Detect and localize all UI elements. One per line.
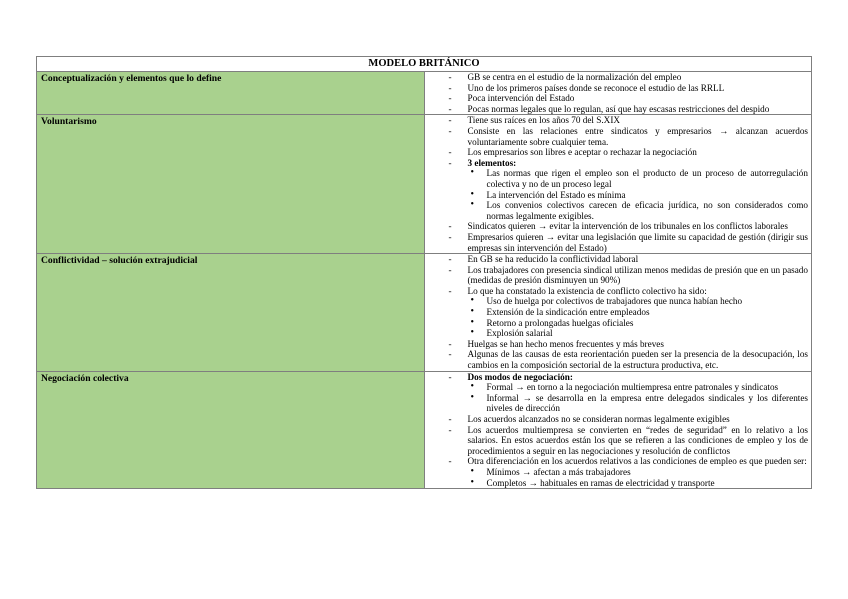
dash-item	[425, 254, 809, 265]
dash-item	[425, 147, 809, 158]
dash-item	[425, 414, 809, 425]
dash-item	[425, 286, 809, 339]
dash-item	[425, 93, 809, 104]
dash-item-text: 3 elementos:	[467, 157, 517, 168]
dash-item-text: Uno de los primeros países donde se reconoce el estudio de las RRLL	[467, 82, 725, 93]
bullet-item: • Uso de huelga por colectivos de trabajadores que nunca habían hecho	[468, 296, 809, 307]
dash-item	[425, 126, 809, 147]
bullet-item: • Completos → habituales en ramas de electricidad y transporte	[468, 478, 809, 489]
section-content	[424, 72, 812, 115]
dash-item-text: Empresarios quieren → evitar una legislación que limite su capacidad de gestión (dirigir sus empresas sin intervención del Estado)	[467, 231, 808, 253]
document-table	[36, 56, 812, 489]
dash-item-text: Sindicatos quieren → evitar la intervención de los tribunales en los conflictos laborales	[467, 221, 788, 232]
dash-item	[425, 265, 809, 286]
section-row-conceptualizacion	[37, 72, 812, 115]
section-label: Negociación colectiva	[37, 371, 425, 489]
bullet-list	[468, 467, 809, 488]
dash-item-text: Los acuerdos multiempresa se convierten en “redes de seguridad” en lo relativo a los salarios. En estos acuerdos están los que se refieren a las condiciones de empleo y los de procedimientos a seguir en las negociaciones y resolución de conflictos	[467, 424, 808, 456]
dash-item	[425, 232, 809, 253]
dash-item-text: Pocas normas legales que lo regulan, así que hay escasas restricciones del despido	[467, 103, 770, 114]
dash-item-text: Los acuerdos alcanzados no se consideran normas legalmente exigibles	[467, 414, 730, 424]
dash-item	[425, 372, 809, 414]
bullet-item: • La intervención del Estado es mínima	[468, 190, 809, 201]
section-label: Conflictividad – solución extrajudicial	[37, 254, 425, 372]
section-row-conflictividad	[37, 254, 812, 372]
dash-item-text: Lo que ha constatado la existencia de conflicto colectivo ha sido:	[467, 285, 707, 296]
dash-item-text: Otra diferenciación en los acuerdos relativos a las condiciones de empleo es que pueden ser:	[467, 456, 807, 467]
dash-item-text: Algunas de las causas de esta reorientación pueden ser la presencia de la desocupación, los cambios en la composición sectorial de la estructura productiva, etc.	[467, 349, 808, 371]
dash-item	[425, 349, 809, 370]
bullet-item: • Los convenios colectivos carecen de eficacia jurídica, no son considerados como normas legalmente exigibles.	[468, 200, 809, 221]
bullet-item: • Extensión de la sindicación entre empleados	[468, 307, 809, 318]
bullet-list	[468, 296, 809, 338]
dash-item-text: Tiene sus raíces en los años 70 del S.XIX	[467, 115, 621, 126]
section-item-list	[425, 72, 809, 114]
dash-item	[425, 115, 809, 126]
bullet-item: • Formal → en torno a la negociación multiempresa entre patronales y sindicatos	[468, 382, 809, 393]
bullet-list	[468, 382, 809, 414]
dash-item-text: Los trabajadores con presencia sindical utilizan menos medidas de presión que en un pasado (medidas de presión disminuyen un 90%)	[467, 264, 808, 286]
section-content	[424, 254, 812, 372]
section-content	[424, 371, 812, 489]
dash-item-text: Poca intervención del Estado	[467, 93, 575, 104]
dash-item-text: Dos modos de negociación:	[467, 371, 573, 382]
dash-item	[425, 456, 809, 488]
title-row	[37, 57, 812, 72]
dash-item	[425, 83, 809, 94]
dash-item	[425, 72, 809, 83]
section-row-voluntarismo	[37, 115, 812, 254]
dash-item-text: Consiste en las relaciones entre sindicatos y empresarios → alcanzan acuerdos voluntariamente sobre cualquier tema.	[467, 125, 808, 147]
table-title: MODELO BRITÁNICO	[37, 57, 812, 72]
bullet-item: • Las normas que rigen el empleo son el producto de un proceso de autorregulación colectiva y no de un proceso legal	[468, 168, 809, 189]
section-item-list	[425, 254, 809, 371]
section-row-negociacion	[37, 371, 812, 489]
dash-item	[425, 425, 809, 457]
bullet-item: • Informal → se desarrolla en la empresa entre delegados sindicales y los diferentes niveles de dirección	[468, 393, 809, 414]
dash-item-text: Los empresarios son libres e aceptar o rechazar la negociación	[467, 147, 697, 158]
section-item-list	[425, 372, 809, 489]
dash-item-text: Huelgas se han hecho menos frecuentes y más breves	[467, 338, 664, 349]
section-label: Voluntarismo	[37, 115, 425, 254]
bullet-item: • Retorno a prolongadas huelgas oficiales	[468, 318, 809, 329]
dash-item	[425, 221, 809, 232]
section-item-list	[425, 115, 809, 253]
bullet-item: • Mínimos → afectan a más trabajadores	[468, 467, 809, 478]
dash-item-text: En GB se ha reducido la conflictividad laboral	[467, 254, 639, 265]
section-label: Conceptualización y elementos que lo define	[37, 72, 425, 115]
section-content	[424, 115, 812, 254]
bullet-item: • Explosión salarial	[468, 328, 809, 339]
dash-item	[425, 158, 809, 222]
dash-item	[425, 104, 809, 115]
dash-item-text: GB se centra en el estudio de la normalización del empleo	[467, 72, 682, 82]
dash-item	[425, 339, 809, 350]
bullet-list	[468, 168, 809, 221]
